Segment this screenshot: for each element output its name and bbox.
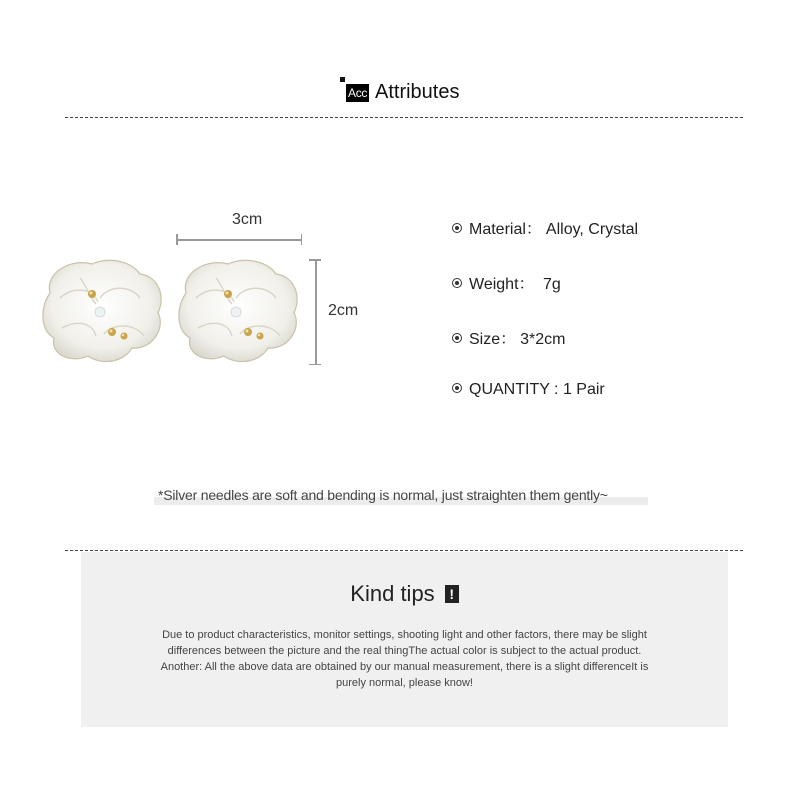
attribute-label: Weight： [469, 276, 535, 293]
kind-tips-line: differences between the picture and the real thingThe actual color is subject to the actual product. [167, 645, 642, 657]
kind-tips-line: Due to product characteristics, monitor settings, shooting light and other factors, there may be slight [162, 629, 647, 641]
earring-image-right [176, 258, 300, 366]
dashed-divider-bottom [65, 550, 743, 551]
kind-tips-title: Kind tips [350, 581, 435, 607]
attribute-value: 1 Pair [562, 381, 605, 398]
flower-earring-icon [40, 258, 164, 366]
attribute-label: Size： [469, 331, 517, 348]
dashed-divider-top [65, 117, 743, 118]
attribute-size [452, 329, 566, 351]
section-title: Attributes [375, 81, 460, 103]
attribute-label: Material： [469, 221, 542, 238]
attribute-value: 7g [538, 276, 561, 293]
bullet-circle-icon [452, 278, 462, 288]
kind-tips-line: Another: All the above data are obtained by our manual measurement, there is a slight differenceIt is [160, 661, 649, 673]
attribute-quantity [452, 379, 605, 401]
kind-tips-text [111, 627, 698, 691]
corner-dot-decoration [340, 77, 345, 82]
kind-tips-heading [81, 580, 728, 607]
exclamation-icon: ! [445, 585, 459, 603]
attribute-value: 3*2cm [520, 331, 566, 348]
attribute-label: QUANTITY : [469, 381, 563, 398]
acc-badge: Acc [348, 86, 368, 100]
bullet-circle-icon [452, 223, 462, 233]
care-note [154, 486, 648, 508]
earring-image-left [40, 258, 164, 366]
height-dimension-line [309, 259, 321, 365]
attribute-weight [452, 274, 561, 296]
attribute-material [452, 219, 638, 241]
width-dimension-label: 3cm [232, 211, 263, 228]
kind-tips-line: purely normal, please know! [336, 677, 473, 689]
section-header [0, 76, 800, 108]
bullet-circle-icon [452, 383, 462, 393]
attribute-value: Alloy, Crystal [545, 221, 639, 238]
bullet-circle-icon [452, 333, 462, 343]
flower-earring-icon [176, 258, 300, 366]
width-dimension-line [176, 234, 302, 244]
height-dimension-label: 2cm [328, 302, 359, 319]
kind-tips-panel [81, 552, 728, 727]
care-note-text: *Silver needles are soft and bending is normal, just straighten them gently~ [158, 487, 608, 503]
